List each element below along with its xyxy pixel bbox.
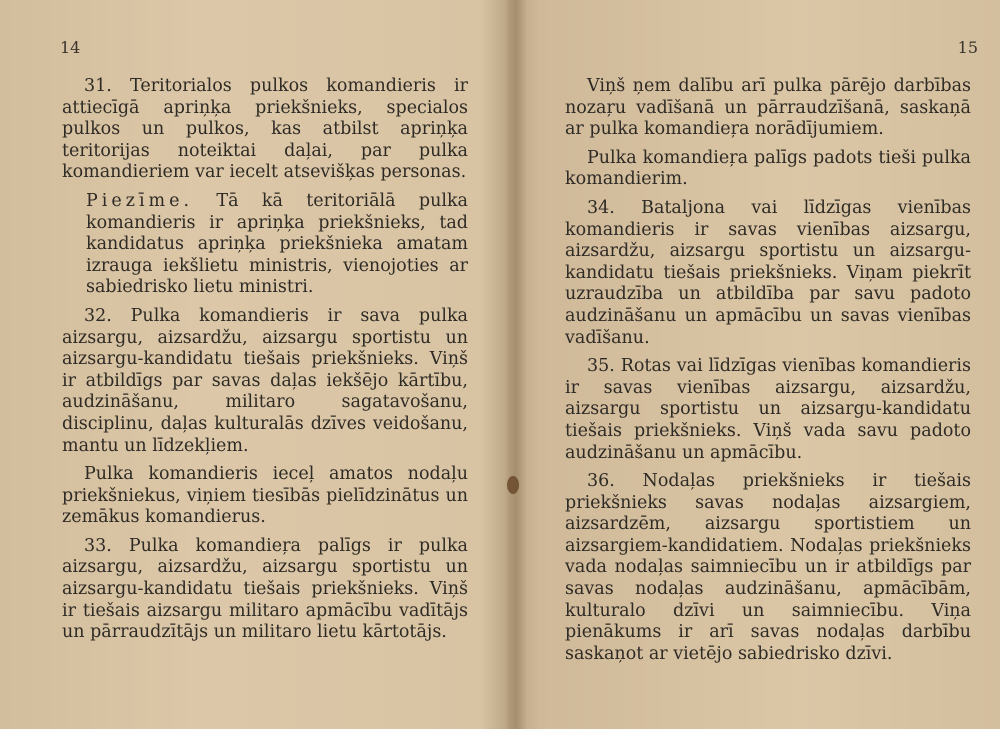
- page-number-right: 15: [957, 38, 978, 57]
- right-page: [527, 0, 1000, 729]
- paragraph-35: 35. Rotas vai līdzīgas vienības komandieris ir savas vienības aizsargu, aizsardžu, aizsargu sportistu un aizsargu-kandidatu tiešais priekšnieks. Viņš vada savu padoto audzināšanu un apmācību.: [565, 356, 971, 463]
- paragraph-33: 33. Pulka komandieŗa palīgs ir pulka aizsargu, aizsardžu, aizsargu sportistu un aizsargu-kandidatu tiešais priekšnieks. Viņš ir tiešais aizsargu militaro apmācību vadītājs un pārraudzītājs un militaro lietu kārtotājs.: [62, 535, 468, 643]
- paragraph-31: 31. Teritorialos pulkos komandieris ir attiecīgā apriņķa priekšnieks, specialos pulkos un pulkos, kas atbilst apriņķa teritorijas noteiktai daļai, par pulka komandieriem var iecelt atsevišķas personas.: [62, 76, 468, 183]
- left-page-text: [62, 76, 468, 651]
- note-label: Piezīme.: [86, 190, 194, 211]
- paragraph-32-cont: Pulka komandieris ieceļ amatos nodaļu priekšniekus, viņiem tiesībās pielīdzinātus un zemākus komandierus.: [62, 464, 468, 528]
- right-page-text: [565, 76, 971, 672]
- note-paragraph: [86, 191, 468, 299]
- paragraph-33-subordination: Pulka komandieŗa palīgs padots tieši pulka komandierim.: [565, 147, 971, 190]
- book-gutter: [505, 0, 527, 729]
- ink-stain: [507, 476, 519, 494]
- note-text: Tā kā teritoriālā pulka komandieris ir apriņķa priekšnieks, tad kandidatus apriņķa priekšnieka amatam izrauga iekšlietu ministris, vienojoties ar sabiedrisko lietu ministri.: [86, 190, 468, 298]
- paragraph-36: 36. Nodaļas priekšnieks ir tiešais priekšnieks savas nodaļas aizsargiem, aizsardzēm, aizsargu sportistiem un aizsargiem-kandidatiem. Nodaļas priekšnieks vada nodaļas saimniecību un ir atbildīgs par savas nodaļas audzināšanu, apmācībām, kulturalo dzīvi un saimniecību. Viņa pienākums ir arī savas nodaļas darbību saskaņot ar vietējo sabiedrisko dzīvi.: [565, 471, 971, 664]
- paragraph-32: 32. Pulka komandieris ir sava pulka aizsargu, aizsardžu, aizsargu sportistu un aizsargu-kandidatu tiešais priekšnieks. Viņš ir atbildīgs par savas daļas iekšējo kārtību, audzināšanu, militaro sagatavošanu, disciplinu, daļas kulturalās dzīves veidošanu, mantu un līdzekļiem.: [62, 305, 468, 456]
- paragraph-34: 34. Bataljona vai līdzīgas vienības komandieris ir savas vienības aizsargu, aizsardžu, aizsargu sportistu un aizsargu-kandidatu tiešais priekšnieks. Viņam piekrīt uzraudzība un atbildība par savu padoto audzināšanu un apmācību un savas vienības vadīšanu.: [565, 197, 971, 348]
- page-number-left: 14: [60, 38, 81, 57]
- paragraph-33-cont: Viņš ņem dalību arī pulka pārējo darbības nozaŗu vadīšanā un pārraudzīšanā, saskaņā ar pulka komandieŗa norādījumiem.: [565, 76, 971, 140]
